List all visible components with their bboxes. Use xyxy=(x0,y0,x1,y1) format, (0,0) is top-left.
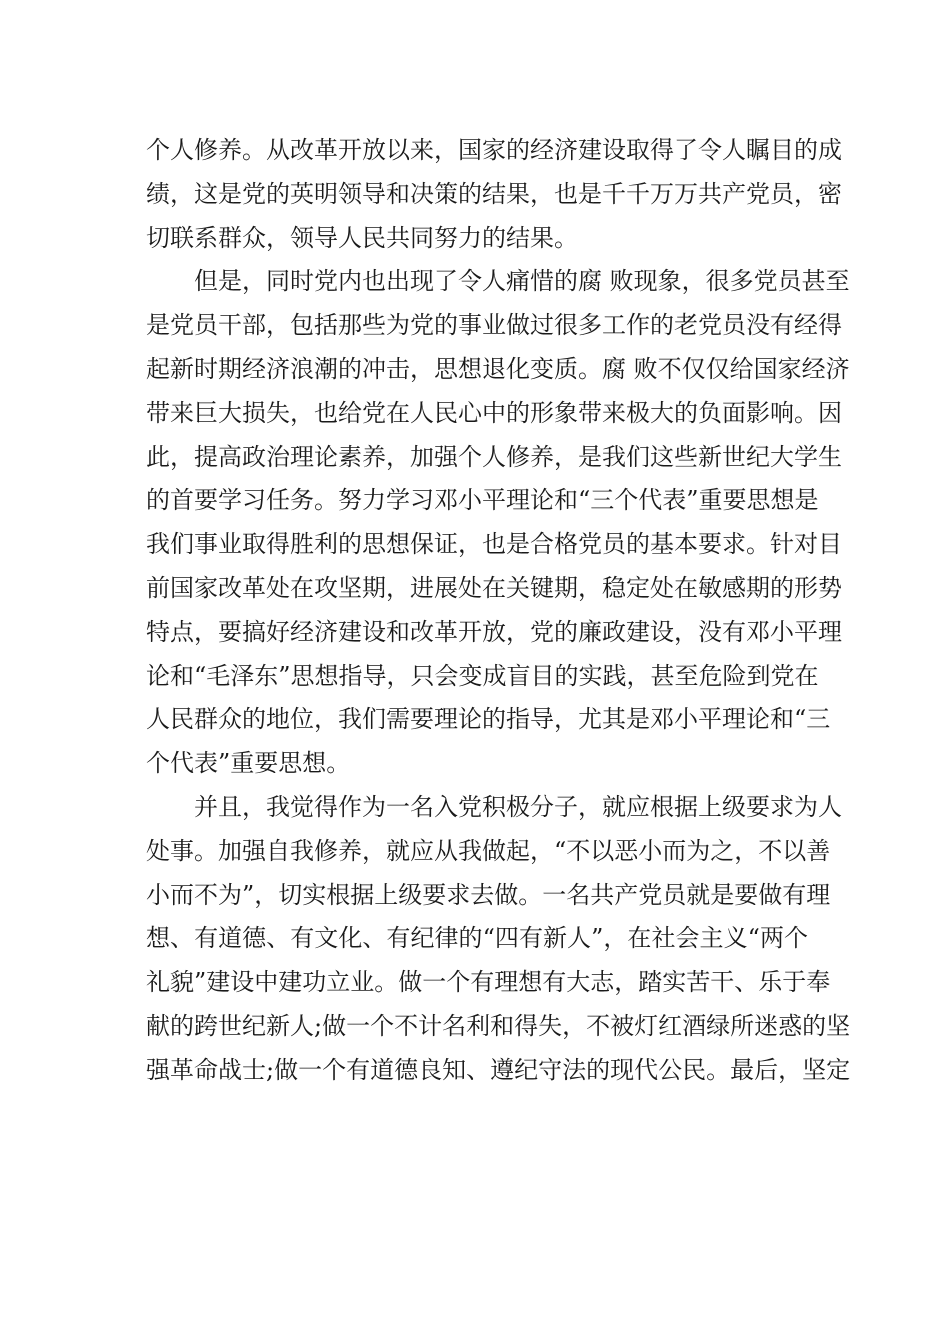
text-line: 个人修养。从改革开放以来，国家的经济建设取得了令人瞩目的成 xyxy=(146,136,842,164)
text-line: 礼貌”建设中建功立业。做一个有理想有大志，踏实苦干、乐于奉 xyxy=(146,968,831,997)
text-line: 特点，要搞好经济建设和改革开放，党的廉政建设，没有邓小平理 xyxy=(146,617,842,646)
text-line: 人民群众的地位，我们需要理论的指导，尤其是邓小平理论和“三 xyxy=(146,705,831,734)
text-line: 小而不为”，切实根据上级要求去做。一名共产党员就是要做有理 xyxy=(146,880,831,909)
text-line: 绩，这是党的英明领导和决策的结果，也是千千万万共产党员，密 xyxy=(146,179,842,208)
document-body xyxy=(146,129,851,1093)
text-line: 带来巨大损失，也给党在人民心中的形象带来极大的负面影响。因 xyxy=(146,398,842,427)
text-line: 是党员干部，包括那些为党的事业做过很多工作的老党员没有经得 xyxy=(146,311,842,340)
text-line: 处事。加强自我修养，就应从我做起，“不以恶小而为之，不以善 xyxy=(146,836,831,865)
text-line: 此，提高政治理论素养，加强个人修养，是我们这些新世纪大学生 xyxy=(146,442,842,471)
paragraph-1 xyxy=(146,129,842,260)
text-line: 强革命战士;做一个有道德良知、遵纪守法的现代公民。最后，坚定 xyxy=(146,1055,851,1084)
text-line: 并且，我觉得作为一名入党积极分子，就应根据上级要求为人 xyxy=(194,792,842,821)
text-line: 献的跨世纪新人;做一个不计名利和得失，不被灯红酒绿所迷惑的坚 xyxy=(146,1011,851,1040)
text-line: 前国家改革处在攻坚期，进展处在关键期，稳定处在敏感期的形势 xyxy=(146,573,842,602)
text-line: 个代表”重要思想。 xyxy=(146,749,351,778)
text-line: 的首要学习任务。努力学习邓小平理论和“三个代表”重要思想是 xyxy=(146,486,819,515)
text-line: 论和“毛泽东”思想指导，只会变成盲目的实践，甚至危险到党在 xyxy=(146,661,819,690)
paragraph-2 xyxy=(146,260,850,786)
text-line: 但是，同时党内也出现了令人痛惜的腐 败现象，很多党员甚至 xyxy=(194,267,850,296)
text-line: 我们事业取得胜利的思想保证，也是合格党员的基本要求。针对目 xyxy=(146,530,842,559)
paragraph-3 xyxy=(146,786,851,1093)
text-line: 想、有道德、有文化、有纪律的“四有新人”，在社会主义“两个 xyxy=(146,924,808,953)
text-line: 起新时期经济浪潮的冲击，思想退化变质。腐 败不仅仅给国家经济 xyxy=(146,354,850,383)
text-line: 切联系群众，领导人民共同努力的结果。 xyxy=(146,223,578,252)
